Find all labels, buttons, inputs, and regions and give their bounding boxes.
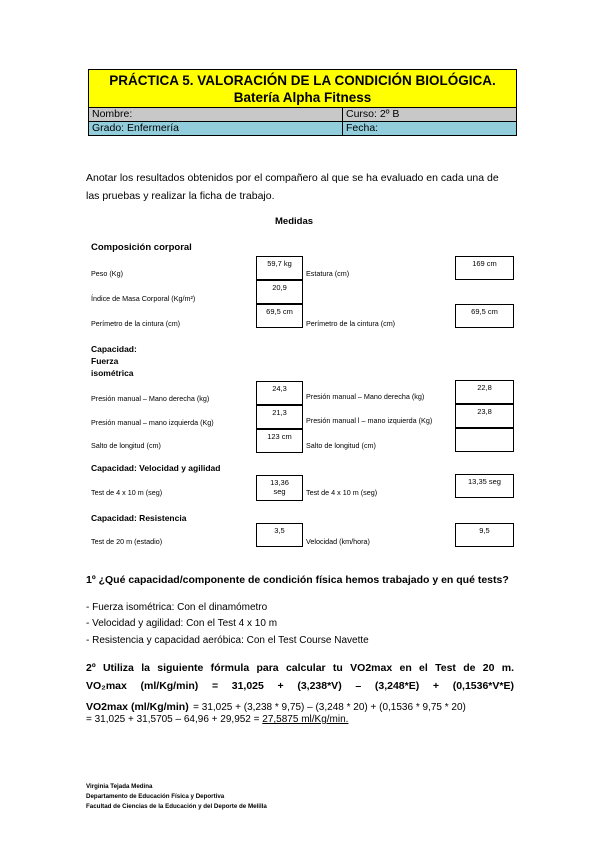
salto-left-value-box: 123 cm <box>256 429 303 453</box>
header-row-nombre <box>89 108 516 122</box>
izquierda-left-value-box: 21,3 <box>256 405 303 429</box>
vo2max-result: 27,5875 ml/Kg/min. <box>262 714 349 725</box>
header-row-grado <box>89 122 516 135</box>
vo2max-calculation: = 31,025 + 31,5705 – 64,96 + 29,952 = <box>86 714 263 725</box>
question-1: 1º ¿Qué capacidad/componente de condición física hemos trabajado y en qué tests? <box>86 574 509 586</box>
footer-faculty: Facultad de Ciencias de la Educación y del Deporte de Melilla <box>86 803 267 810</box>
derecha-left-value-box: 24,3 <box>256 381 303 405</box>
fuerza-title-2: Fuerza <box>91 356 119 366</box>
imc-label: Índice de Masa Corporal (Kg/m²) <box>91 294 196 303</box>
izquierda-left-label: Presión manual – mano izquierda (Kg) <box>91 418 214 427</box>
cintura-left-value-box: 69,5 cm <box>256 304 303 328</box>
velocidad-right-label: Test de 4 x 10 m (seg) <box>306 488 378 497</box>
fuerza-title-3: isométrica <box>91 368 134 378</box>
curso-label: Curso: 2º B <box>346 108 400 120</box>
imc-value-box: 20,9 <box>256 280 303 304</box>
fecha-label: Fecha: <box>346 122 379 134</box>
composicion-title: Composición corporal <box>91 242 192 253</box>
salto-right-label: Salto de longitud (cm) <box>306 441 376 450</box>
derecha-right-value-box: 22,8 <box>455 380 514 404</box>
cintura-right-value-box: 69,5 cm <box>455 304 514 328</box>
estatura-label: Estatura (cm) <box>306 269 350 278</box>
resistencia-left-label: Test de 20 m (estadio) <box>91 537 163 546</box>
intro-line-1: Anotar los resultados obtenidos por el compañero al que se ha evaluado en cada una de <box>86 172 499 184</box>
question-2-formula: VO₂max (ml/Kg/min) = 31,025 + (3,238*V) – (3,248*E) + (0,1536*V*E) <box>86 680 514 692</box>
velocidad-title: Capacidad: Velocidad y agilidad <box>91 463 221 473</box>
vo2max-substitution: = 31,025 + (3,238 * 9,75) – (3,248 * 20) + (0,1536 * 9,75 * 20) <box>193 702 466 713</box>
izquierda-right-label: Presión manual l – mano izquierda (Kg) <box>306 416 433 425</box>
derecha-left-label: Presión manual – Mano derecha (kg) <box>91 394 210 403</box>
izquierda-right-value-box: 23,8 <box>455 404 514 428</box>
header-title <box>89 70 516 108</box>
title-line-2: Batería Alpha Fitness <box>233 90 372 105</box>
grado-label: Grado: Enfermería <box>89 122 343 135</box>
answer-item-3: - Resistencia y capacidad aeróbica: Con el Test Course Navette <box>86 635 369 646</box>
velocidad-left-label: Test de 4 x 10 m (seg) <box>91 488 163 497</box>
resistencia-left-value-box: 3,5 <box>256 523 303 547</box>
cintura-left-label: Perímetro de la cintura (cm) <box>91 319 181 328</box>
footer-author: Virginia Tejada Medina <box>86 783 153 790</box>
resistencia-right-value-box: 9,5 <box>455 523 514 547</box>
derecha-right-label: Presión manual – Mano derecha (kg) <box>306 392 425 401</box>
answer-item-1: - Fuerza isométrica: Con el dinamómetro <box>86 602 268 613</box>
velocidad-left-value-1: 13,36 <box>270 478 289 487</box>
peso-value-box: 59,7 kg <box>256 256 303 280</box>
salto-right-value-box <box>455 428 514 452</box>
fuerza-title-1: Capacidad: <box>91 344 137 354</box>
velocidad-left-value-2: seg <box>273 487 286 496</box>
question-2-line-3 <box>86 697 466 715</box>
velocidad-right-value-box: 13,35 seg <box>455 474 514 498</box>
peso-label: Peso (Kg) <box>91 269 123 278</box>
question-2-line-4 <box>86 714 348 725</box>
header-table <box>88 69 517 136</box>
vo2max-label: VO2max (ml/Kg/min) <box>86 701 189 713</box>
question-2-line-1: 2º Utiliza la siguiente fórmula para calcular tu VO2max en el Test de 20 m. <box>86 662 514 674</box>
footer-department: Departamento de Educación Física y Deportiva <box>86 793 225 800</box>
resistencia-right-label: Velocidad (km/hora) <box>306 537 370 546</box>
estatura-value-box: 169 cm <box>455 256 514 280</box>
answer-item-2: - Velocidad y agilidad: Con el Test 4 x 10 m <box>86 618 278 629</box>
velocidad-left-value-box <box>256 475 303 501</box>
cintura-right-label: Perímetro de la cintura (cm) <box>306 319 396 328</box>
title-line-1: PRÁCTICA 5. VALORACIÓN DE LA CONDICIÓN BIOLÓGICA. <box>109 73 496 88</box>
resistencia-title: Capacidad: Resistencia <box>91 513 187 523</box>
salto-left-label: Salto de longitud (cm) <box>91 441 161 450</box>
medidas-title: Medidas <box>275 216 314 227</box>
intro-line-2: las pruebas y realizar la ficha de trabajo. <box>86 190 275 202</box>
nombre-label: Nombre: <box>89 108 343 121</box>
